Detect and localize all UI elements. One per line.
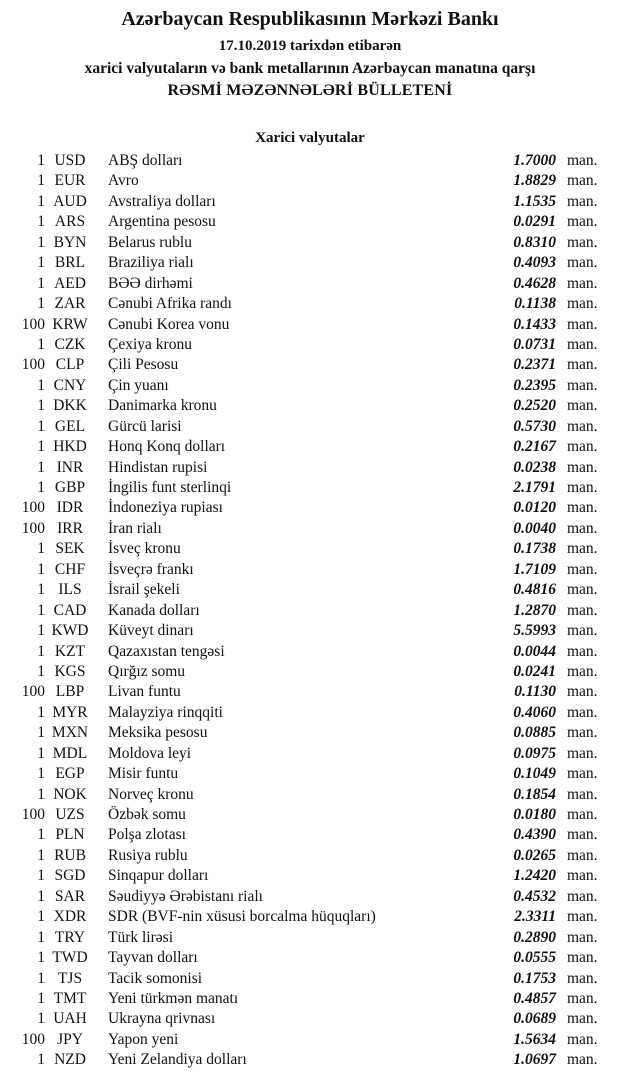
name-cell: Cənubi Korea vonu bbox=[108, 315, 230, 333]
rate-cell: 0.2167 bbox=[513, 438, 556, 456]
qty-cell: 1 bbox=[37, 458, 45, 476]
qty-cell: 1 bbox=[37, 622, 45, 640]
qty-cell: 1 bbox=[37, 274, 45, 292]
rate-row bbox=[0, 171, 620, 191]
code-cell: TRY bbox=[54, 928, 86, 946]
rate-row bbox=[0, 212, 620, 232]
name-cell: Danimarka kronu bbox=[108, 397, 217, 415]
name-cell: İsveç kronu bbox=[108, 540, 181, 558]
rate-cell: 0.0265 bbox=[513, 846, 556, 864]
unit-cell: man. bbox=[567, 233, 598, 251]
rate-cell: 0.0238 bbox=[513, 458, 556, 476]
name-cell: Moldova leyi bbox=[108, 744, 192, 762]
rate-cell: 1.7109 bbox=[513, 560, 556, 578]
qty-cell: 1 bbox=[37, 744, 45, 762]
qty-cell: 1 bbox=[37, 376, 45, 394]
unit-cell: man. bbox=[567, 560, 598, 578]
code-cell: CLP bbox=[55, 356, 85, 374]
rate-row bbox=[0, 539, 620, 559]
qty-cell: 1 bbox=[37, 887, 45, 905]
code-cell: IRR bbox=[57, 519, 83, 537]
rate-row bbox=[0, 907, 620, 927]
rate-row bbox=[0, 1009, 620, 1029]
bank-title: Azərbaycan Respublikasının Mərkəzi Bankı bbox=[121, 8, 499, 30]
rate-row bbox=[0, 560, 620, 580]
unit-cell: man. bbox=[567, 642, 598, 660]
code-cell: SGD bbox=[54, 867, 86, 885]
rate-row bbox=[0, 948, 620, 968]
unit-cell: man. bbox=[567, 458, 598, 476]
unit-cell: man. bbox=[567, 744, 598, 762]
rate-row bbox=[0, 233, 620, 253]
code-cell: CAD bbox=[53, 601, 87, 619]
unit-cell: man. bbox=[567, 724, 598, 742]
name-cell: Yapon yeni bbox=[108, 1030, 179, 1048]
rate-row bbox=[0, 805, 620, 825]
unit-cell: man. bbox=[567, 846, 598, 864]
name-cell: Qazaxıstan tengəsi bbox=[108, 642, 225, 660]
unit-cell: man. bbox=[567, 581, 598, 599]
qty-cell: 1 bbox=[37, 560, 45, 578]
code-cell: INR bbox=[56, 458, 84, 476]
unit-cell: man. bbox=[567, 540, 598, 558]
unit-cell: man. bbox=[567, 1030, 598, 1048]
code-cell: UAH bbox=[53, 1010, 87, 1028]
code-cell: BYN bbox=[53, 233, 87, 251]
rate-row bbox=[0, 274, 620, 294]
qty-cell: 100 bbox=[21, 683, 45, 701]
unit-cell: man. bbox=[567, 622, 598, 640]
unit-cell: man. bbox=[567, 806, 598, 823]
code-cell: BRL bbox=[54, 254, 86, 272]
name-cell: Yeni türkmən manatı bbox=[108, 989, 239, 1007]
rate-cell: 0.0044 bbox=[513, 642, 556, 660]
qty-cell: 1 bbox=[37, 540, 45, 558]
name-cell: Livan funtu bbox=[108, 683, 181, 701]
rate-cell: 0.0291 bbox=[513, 213, 556, 231]
code-cell: MXN bbox=[51, 724, 89, 742]
rate-row bbox=[0, 376, 620, 396]
code-cell: KWD bbox=[51, 622, 89, 640]
name-cell: İngilis funt sterlinqi bbox=[108, 479, 232, 496]
rate-row bbox=[0, 315, 620, 335]
qty-cell: 1 bbox=[37, 152, 45, 169]
name-cell: Türk lirəsi bbox=[108, 928, 173, 946]
qty-cell: 1 bbox=[37, 1051, 45, 1069]
qty-cell: 100 bbox=[21, 315, 45, 333]
code-cell: AUD bbox=[53, 192, 87, 210]
code-cell: UZS bbox=[55, 806, 85, 823]
code-cell: IDR bbox=[56, 499, 84, 517]
rate-row bbox=[0, 151, 620, 171]
rate-cell: 0.1049 bbox=[513, 765, 556, 783]
qty-cell: 100 bbox=[21, 356, 45, 374]
qty-cell: 1 bbox=[37, 928, 45, 946]
name-cell: Malayziya rinqqiti bbox=[108, 703, 223, 721]
rate-row bbox=[0, 723, 620, 743]
rate-row bbox=[0, 335, 620, 355]
rates-table bbox=[0, 151, 620, 1071]
unit-cell: man. bbox=[567, 519, 598, 537]
unit-cell: man. bbox=[567, 867, 598, 885]
code-cell: USD bbox=[54, 152, 86, 169]
name-cell: Avro bbox=[108, 172, 139, 190]
qty-cell: 100 bbox=[21, 806, 45, 823]
qty-cell: 1 bbox=[37, 479, 45, 496]
rate-row bbox=[0, 866, 620, 886]
rate-cell: 0.1854 bbox=[513, 785, 556, 803]
name-cell: Misir funtu bbox=[108, 765, 179, 783]
rate-cell: 0.4628 bbox=[513, 274, 556, 292]
unit-cell: man. bbox=[567, 1051, 598, 1069]
rate-row bbox=[0, 682, 620, 702]
unit-cell: man. bbox=[567, 683, 598, 701]
unit-cell: man. bbox=[567, 908, 598, 926]
unit-cell: man. bbox=[567, 969, 598, 987]
rate-cell: 1.8829 bbox=[513, 172, 556, 190]
qty-cell: 1 bbox=[37, 867, 45, 885]
qty-cell: 1 bbox=[37, 213, 45, 231]
qty-cell: 1 bbox=[37, 192, 45, 210]
name-cell: Cənubi Afrika randı bbox=[108, 295, 232, 313]
code-cell: EUR bbox=[54, 172, 86, 190]
unit-cell: man. bbox=[567, 356, 598, 374]
rate-cell: 5.5993 bbox=[513, 622, 556, 640]
name-cell: BƏƏ dirhəmi bbox=[108, 274, 193, 292]
bulletin-subtitle: xarici valyutaların və bank metallarının Azərbaycan manatına qarşı bbox=[84, 60, 536, 77]
rate-cell: 0.2371 bbox=[513, 356, 556, 374]
rate-cell: 1.5634 bbox=[513, 1030, 556, 1048]
rate-cell: 1.7000 bbox=[513, 152, 556, 169]
code-cell: CNY bbox=[53, 376, 87, 394]
rate-cell: 0.4857 bbox=[513, 989, 556, 1007]
unit-cell: man. bbox=[567, 192, 598, 210]
qty-cell: 1 bbox=[37, 662, 45, 680]
qty-cell: 1 bbox=[37, 335, 45, 353]
qty-cell: 100 bbox=[21, 519, 45, 537]
code-cell: KRW bbox=[52, 315, 88, 333]
name-cell: Gürcü larisi bbox=[108, 417, 182, 435]
name-cell: Argentina pesosu bbox=[108, 213, 216, 231]
rate-row bbox=[0, 192, 620, 212]
code-cell: EGP bbox=[55, 765, 85, 783]
unit-cell: man. bbox=[567, 765, 598, 783]
code-cell: NZD bbox=[54, 1051, 86, 1069]
name-cell: ABŞ dolları bbox=[108, 152, 183, 169]
rate-cell: 0.4816 bbox=[513, 581, 556, 599]
code-cell: TJS bbox=[57, 969, 83, 987]
name-cell: Meksika pesosu bbox=[108, 724, 208, 742]
rate-row bbox=[0, 825, 620, 845]
unit-cell: man. bbox=[567, 499, 598, 517]
qty-cell: 1 bbox=[37, 601, 45, 619]
code-cell: HKD bbox=[53, 438, 87, 456]
rate-cell: 0.1738 bbox=[513, 540, 556, 558]
name-cell: Sinqapur dolları bbox=[108, 867, 209, 885]
rate-row bbox=[0, 642, 620, 662]
code-cell: ZAR bbox=[54, 295, 86, 313]
qty-cell: 1 bbox=[37, 581, 45, 599]
bulletin-page bbox=[0, 7, 620, 1080]
code-cell: MDL bbox=[52, 744, 88, 762]
qty-cell: 1 bbox=[37, 949, 45, 967]
name-cell: Rusiya rublu bbox=[108, 846, 188, 864]
unit-cell: man. bbox=[567, 152, 598, 169]
qty-cell: 1 bbox=[37, 969, 45, 987]
code-cell: AED bbox=[54, 274, 86, 292]
unit-cell: man. bbox=[567, 397, 598, 415]
qty-cell: 1 bbox=[37, 295, 45, 313]
rate-cell: 0.0689 bbox=[513, 1010, 556, 1028]
rate-row bbox=[0, 764, 620, 784]
unit-cell: man. bbox=[567, 703, 598, 721]
rate-row bbox=[0, 601, 620, 621]
rate-row bbox=[0, 458, 620, 478]
name-cell: İsveçrə frankı bbox=[108, 560, 194, 578]
name-cell: Çili Pesosu bbox=[108, 356, 179, 374]
name-cell: Tayvan dolları bbox=[108, 949, 198, 967]
qty-cell: 1 bbox=[37, 724, 45, 742]
rate-cell: 0.0555 bbox=[513, 949, 556, 967]
unit-cell: man. bbox=[567, 254, 598, 272]
qty-cell: 1 bbox=[37, 438, 45, 456]
name-cell: Belarus rublu bbox=[108, 233, 192, 251]
rate-cell: 0.4390 bbox=[513, 826, 556, 844]
name-cell: İran rialı bbox=[108, 519, 162, 537]
code-cell: LBP bbox=[55, 683, 85, 701]
unit-cell: man. bbox=[567, 438, 598, 456]
unit-cell: man. bbox=[567, 826, 598, 844]
rate-row bbox=[0, 1030, 620, 1050]
rate-cell: 0.0180 bbox=[513, 806, 556, 823]
name-cell: Səudiyyə Ərəbistanı rialı bbox=[108, 887, 263, 905]
rate-cell: 0.2395 bbox=[513, 376, 556, 394]
rate-row bbox=[0, 519, 620, 539]
rate-row bbox=[0, 662, 620, 682]
rate-cell: 2.1791 bbox=[513, 479, 556, 496]
unit-cell: man. bbox=[567, 315, 598, 333]
code-cell: TWD bbox=[52, 949, 88, 967]
section-title: Xarici valyutalar bbox=[255, 130, 365, 146]
unit-cell: man. bbox=[567, 335, 598, 353]
qty-cell: 1 bbox=[37, 703, 45, 721]
name-cell: Norveç kronu bbox=[108, 785, 194, 803]
rate-row bbox=[0, 580, 620, 600]
rate-cell: 0.4093 bbox=[513, 254, 556, 272]
qty-cell: 1 bbox=[37, 642, 45, 660]
code-cell: TMT bbox=[53, 989, 87, 1007]
unit-cell: man. bbox=[567, 213, 598, 231]
code-cell: SAR bbox=[54, 887, 86, 905]
qty-cell: 1 bbox=[37, 172, 45, 190]
qty-cell: 100 bbox=[21, 499, 45, 517]
name-cell: Yeni Zelandiya dolları bbox=[108, 1051, 247, 1069]
name-cell: SDR (BVF-nin xüsusi borcalma hüquqları) bbox=[108, 908, 376, 926]
code-cell: NOK bbox=[53, 785, 87, 803]
rate-row bbox=[0, 498, 620, 518]
rate-row bbox=[0, 887, 620, 907]
name-cell: Braziliya rialı bbox=[108, 254, 194, 272]
unit-cell: man. bbox=[567, 601, 598, 619]
rate-row bbox=[0, 969, 620, 989]
code-cell: RUB bbox=[54, 846, 86, 864]
qty-cell: 1 bbox=[37, 397, 45, 415]
rate-cell: 2.3311 bbox=[514, 908, 556, 926]
name-cell: Küveyt dinarı bbox=[108, 622, 194, 640]
rate-row bbox=[0, 989, 620, 1009]
rate-row bbox=[0, 744, 620, 764]
code-cell: SEK bbox=[55, 540, 85, 558]
rate-cell: 0.0040 bbox=[513, 519, 556, 537]
rate-cell: 0.5730 bbox=[513, 417, 556, 435]
rate-row bbox=[0, 417, 620, 437]
unit-cell: man. bbox=[567, 172, 598, 190]
code-cell: CHF bbox=[54, 560, 86, 578]
qty-cell: 1 bbox=[37, 908, 45, 926]
unit-cell: man. bbox=[567, 989, 598, 1007]
qty-cell: 1 bbox=[37, 765, 45, 783]
rate-cell: 0.2890 bbox=[513, 928, 556, 946]
unit-cell: man. bbox=[567, 1010, 598, 1028]
qty-cell: 1 bbox=[37, 1010, 45, 1028]
unit-cell: man. bbox=[567, 928, 598, 946]
rate-cell: 0.1130 bbox=[514, 683, 556, 701]
rate-cell: 0.1138 bbox=[514, 295, 556, 313]
name-cell: Avstraliya dolları bbox=[108, 192, 216, 210]
unit-cell: man. bbox=[567, 479, 598, 496]
rate-row bbox=[0, 703, 620, 723]
name-cell: Çexiya kronu bbox=[108, 335, 192, 353]
rate-row bbox=[0, 396, 620, 416]
rate-row bbox=[0, 355, 620, 375]
name-cell: Polşa zlotası bbox=[108, 826, 186, 844]
qty-cell: 1 bbox=[37, 254, 45, 272]
rate-cell: 0.8310 bbox=[513, 233, 556, 251]
rate-row bbox=[0, 294, 620, 314]
code-cell: CZK bbox=[54, 335, 86, 353]
code-cell: MYR bbox=[52, 703, 88, 721]
code-cell: ILS bbox=[58, 581, 82, 599]
unit-cell: man. bbox=[567, 785, 598, 803]
name-cell: Çin yuanı bbox=[108, 376, 169, 394]
code-cell: GEL bbox=[54, 417, 86, 435]
code-cell: XDR bbox=[53, 908, 87, 926]
effective-date: 17.10.2019 tarixdən etibarən bbox=[218, 38, 402, 54]
rate-cell: 0.1753 bbox=[513, 969, 556, 987]
unit-cell: man. bbox=[567, 887, 598, 905]
name-cell: İsrail şekeli bbox=[108, 581, 180, 599]
rate-cell: 1.1535 bbox=[513, 192, 556, 210]
qty-cell: 1 bbox=[37, 417, 45, 435]
unit-cell: man. bbox=[567, 417, 598, 435]
code-cell: ARS bbox=[54, 213, 86, 231]
rate-row bbox=[0, 1050, 620, 1070]
qty-cell: 1 bbox=[37, 846, 45, 864]
code-cell: GBP bbox=[54, 479, 86, 496]
rate-cell: 1.0697 bbox=[513, 1051, 556, 1069]
rate-cell: 0.0241 bbox=[513, 662, 556, 680]
rate-row bbox=[0, 785, 620, 805]
code-cell: JPY bbox=[57, 1030, 83, 1048]
rate-cell: 0.0885 bbox=[513, 724, 556, 742]
rate-cell: 0.4532 bbox=[513, 887, 556, 905]
rate-cell: 0.0731 bbox=[513, 335, 556, 353]
qty-cell: 100 bbox=[21, 1030, 45, 1048]
code-cell: KZT bbox=[54, 642, 86, 660]
unit-cell: man. bbox=[567, 376, 598, 394]
unit-cell: man. bbox=[567, 295, 598, 313]
rate-cell: 0.2520 bbox=[513, 397, 556, 415]
rate-row bbox=[0, 253, 620, 273]
rate-row bbox=[0, 846, 620, 866]
name-cell: İndoneziya rupiası bbox=[108, 499, 223, 517]
code-cell: PLN bbox=[55, 826, 85, 844]
code-cell: KGS bbox=[54, 662, 86, 680]
rate-cell: 0.4060 bbox=[513, 703, 556, 721]
name-cell: Tacik somonisi bbox=[108, 969, 203, 987]
unit-cell: man. bbox=[567, 662, 598, 680]
bulletin-title: RƏSMİ MƏZƏNNƏLƏRİ BÜLLETENİ bbox=[167, 82, 453, 99]
code-cell: DKK bbox=[53, 397, 87, 415]
unit-cell: man. bbox=[567, 949, 598, 967]
rate-cell: 0.0975 bbox=[513, 744, 556, 762]
rate-row bbox=[0, 437, 620, 457]
unit-cell: man. bbox=[567, 274, 598, 292]
rate-row bbox=[0, 621, 620, 641]
name-cell: Hindistan rupisi bbox=[108, 458, 208, 476]
qty-cell: 1 bbox=[37, 826, 45, 844]
rate-cell: 0.1433 bbox=[513, 315, 556, 333]
name-cell: Honq Konq dolları bbox=[108, 438, 226, 456]
qty-cell: 1 bbox=[37, 785, 45, 803]
name-cell: Özbək somu bbox=[108, 806, 186, 823]
name-cell: Kanada dolları bbox=[108, 601, 200, 619]
rate-cell: 1.2420 bbox=[513, 867, 556, 885]
name-cell: Qırğız somu bbox=[108, 662, 186, 680]
qty-cell: 1 bbox=[37, 989, 45, 1007]
rate-row bbox=[0, 928, 620, 948]
rate-row bbox=[0, 478, 620, 498]
rate-cell: 1.2870 bbox=[513, 601, 556, 619]
name-cell: Ukrayna qrivnası bbox=[108, 1010, 216, 1028]
qty-cell: 1 bbox=[37, 233, 45, 251]
rate-cell: 0.0120 bbox=[513, 499, 556, 517]
